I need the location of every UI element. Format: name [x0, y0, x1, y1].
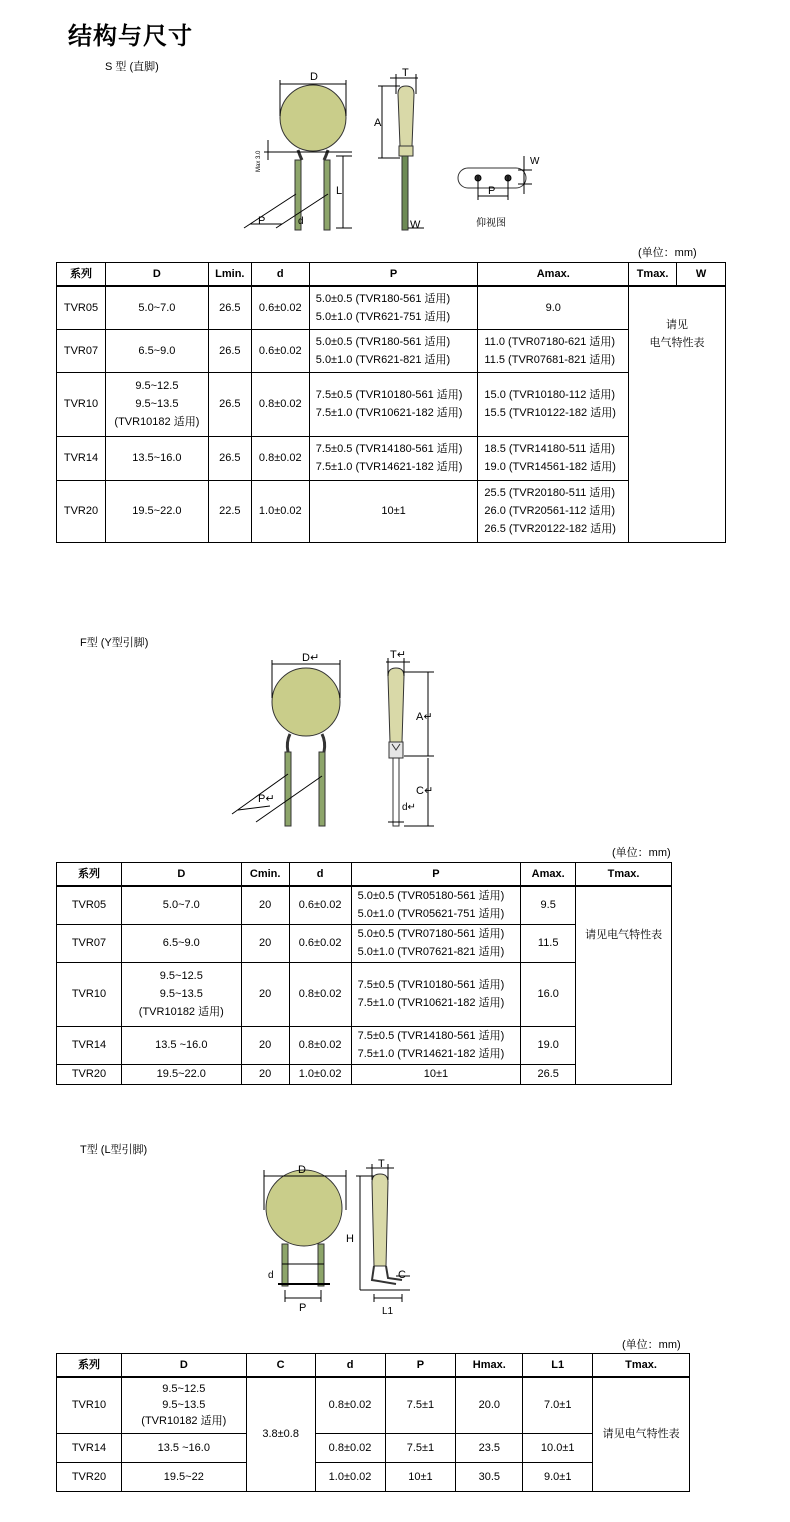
s-bottom-caption: 仰视图: [476, 218, 506, 229]
t-col-D: D: [121, 1354, 246, 1378]
amax-cell: 16.0: [521, 962, 576, 1026]
t-header-row: [57, 1354, 690, 1378]
f-col-P: P: [351, 863, 521, 887]
cmin-cell: 20: [241, 1064, 289, 1084]
f-dim-C: C↵: [416, 785, 434, 797]
t-type-table: [56, 1353, 690, 1492]
d-range-cell: 19.5~22.0: [105, 480, 208, 542]
tw-note-cell: 请见 电气特性表: [629, 286, 726, 542]
pitch-cell: 7.5±0.5 (TVR10180-561 适用) 7.5±1.0 (TVR10621-182 适用): [351, 962, 521, 1026]
table-row: [57, 436, 726, 480]
t-col-series: 系列: [57, 1354, 122, 1378]
l1-cell: 10.0±1: [523, 1433, 593, 1462]
d-range-cell: 9.5~12.5 9.5~13.5 (TVR10182 适用): [105, 372, 208, 436]
pitch-cell: 10±1: [351, 1064, 521, 1084]
pitch-cell: 5.0±0.5 (TVR05180-561 适用) 5.0±1.0 (TVR05621-751 适用): [351, 886, 521, 924]
pitch-cell: 10±1: [385, 1462, 456, 1491]
d-range-cell: 5.0~7.0: [121, 886, 241, 924]
lmin-cell: 26.5: [208, 329, 251, 372]
wire-d-cell: 0.6±0.02: [289, 924, 351, 962]
pitch-cell: 7.5±1: [385, 1433, 456, 1462]
d-range-cell: 9.5~12.5 9.5~13.5 (TVR10182 适用): [121, 1377, 246, 1433]
wire-d-cell: 1.0±0.02: [315, 1462, 385, 1491]
s-col-D: D: [105, 263, 208, 287]
s-bottom-W: W: [530, 156, 540, 167]
wire-d-cell: 0.8±0.02: [251, 372, 309, 436]
wire-d-cell: 0.8±0.02: [289, 1026, 351, 1064]
l1-cell: 9.0±1: [523, 1462, 593, 1491]
f-col-series: 系列: [57, 863, 122, 887]
pitch-cell: 5.0±0.5 (TVR07180-561 适用) 5.0±1.0 (TVR07621-821 适用): [351, 924, 521, 962]
table-row: [57, 1377, 690, 1433]
d-range-cell: 19.5~22: [121, 1462, 246, 1491]
wire-d-cell: 0.6±0.02: [251, 286, 309, 329]
s-col-d: d: [251, 263, 309, 287]
t-col-L1: L1: [523, 1354, 593, 1378]
f-col-D: D: [121, 863, 241, 887]
pitch-cell: 7.5±1: [385, 1377, 456, 1433]
f-dim-A: A↵: [416, 711, 433, 723]
d-range-cell: 6.5~9.0: [105, 329, 208, 372]
table-row: [57, 329, 726, 372]
wire-d-cell: 0.6±0.02: [251, 329, 309, 372]
amax-cell: 26.5: [521, 1064, 576, 1084]
amax-cell: 9.0: [478, 286, 629, 329]
s-col-Lmin: Lmin.: [208, 263, 251, 287]
t-dim-C: C: [398, 1269, 406, 1281]
pitch-cell: 5.0±0.5 (TVR180-561 适用) 5.0±1.0 (TVR621-821 适用): [309, 329, 478, 372]
f-col-Amax: Amax.: [521, 863, 576, 887]
s-dim-T: T: [402, 67, 409, 79]
s-col-Tmax: Tmax.: [629, 263, 677, 287]
wire-d-cell: 0.8±0.02: [315, 1433, 385, 1462]
wire-d-cell: 0.6±0.02: [289, 886, 351, 924]
f-dim-T: T↵: [390, 649, 406, 661]
amax-cell: 11.0 (TVR07180-621 适用) 11.5 (TVR07681-821 适用): [478, 329, 629, 372]
amax-cell: 11.5: [521, 924, 576, 962]
lmin-cell: 26.5: [208, 372, 251, 436]
s-dim-A: A: [374, 117, 382, 129]
t-col-C: C: [246, 1354, 315, 1378]
s-type-drawing: [240, 68, 550, 238]
d-range-cell: 13.5~16.0: [105, 436, 208, 480]
pitch-cell: 5.0±0.5 (TVR180-561 适用) 5.0±1.0 (TVR621-751 适用): [309, 286, 478, 329]
t-col-d: d: [315, 1354, 385, 1378]
cmin-cell: 20: [241, 962, 289, 1026]
t-dim-D: D: [298, 1164, 306, 1176]
s-bottom-P: P: [488, 185, 496, 197]
wire-d-cell: 1.0±0.02: [251, 480, 309, 542]
table-row: [57, 886, 672, 924]
lmin-cell: 26.5: [208, 286, 251, 329]
pitch-cell: 7.5±0.5 (TVR14180-561 适用) 7.5±1.0 (TVR14621-182 适用): [351, 1026, 521, 1064]
s-col-W: W: [677, 263, 726, 287]
t-dim-T: T: [378, 1158, 385, 1170]
lmin-cell: 22.5: [208, 480, 251, 542]
page-title: 结构与尺寸: [68, 23, 193, 50]
s-type-label: S 型 (直脚): [105, 61, 159, 73]
s-col-P: P: [309, 263, 478, 287]
f-header-row: [57, 863, 672, 887]
d-range-cell: 6.5~9.0: [121, 924, 241, 962]
t-note-cell: 请见电气特性表: [576, 886, 672, 1084]
s-dim-W: W: [410, 219, 421, 231]
d-range-cell: 19.5~22.0: [121, 1064, 241, 1084]
series-cell: TVR10: [57, 1377, 122, 1433]
s-dim-D: D: [310, 71, 318, 83]
s-header-row: [57, 263, 726, 287]
s-col-Amax: Amax.: [478, 263, 629, 287]
series-cell: TVR20: [57, 480, 106, 542]
series-cell: TVR14: [57, 436, 106, 480]
wire-d-cell: 0.8±0.02: [289, 962, 351, 1026]
pitch-cell: 7.5±0.5 (TVR14180-561 适用) 7.5±1.0 (TVR14621-182 适用): [309, 436, 478, 480]
t-type-drawing: [256, 1158, 436, 1320]
s-dim-P: P: [258, 215, 266, 227]
f-col-d: d: [289, 863, 351, 887]
s-dim-d: d: [298, 216, 304, 227]
c-value-cell: 3.8±0.8: [246, 1377, 315, 1491]
series-cell: TVR07: [57, 329, 106, 372]
t-unit-note: (单位：mm): [622, 1339, 681, 1351]
s-col-series: 系列: [57, 263, 106, 287]
s-unit-note: (单位：mm): [638, 247, 697, 259]
hmax-cell: 30.5: [456, 1462, 523, 1491]
cmin-cell: 20: [241, 1026, 289, 1064]
f-unit-note: (单位：mm): [612, 847, 671, 859]
amax-cell: 9.5: [521, 886, 576, 924]
amax-cell: 25.5 (TVR20180-511 适用) 26.0 (TVR20561-112 适用) 26.5 (TVR20122-182 适用): [478, 480, 629, 542]
table-row: [57, 286, 726, 329]
table-row: [57, 480, 726, 542]
cmin-cell: 20: [241, 924, 289, 962]
pitch-cell: 7.5±0.5 (TVR10180-561 适用) 7.5±1.0 (TVR10621-182 适用): [309, 372, 478, 436]
series-cell: TVR14: [57, 1433, 122, 1462]
series-cell: TVR10: [57, 962, 122, 1026]
wire-d-cell: 0.8±0.02: [251, 436, 309, 480]
f-type-table: [56, 862, 672, 1085]
t-type-label: T型 (L型引脚): [80, 1144, 148, 1156]
cmin-cell: 20: [241, 886, 289, 924]
wire-d-cell: 1.0±0.02: [289, 1064, 351, 1084]
pitch-cell: 10±1: [309, 480, 478, 542]
f-dim-P: P↵: [258, 793, 275, 805]
t-col-Tmax: Tmax.: [593, 1354, 690, 1378]
f-dim-d: d↵: [402, 802, 416, 813]
wire-d-cell: 0.8±0.02: [315, 1377, 385, 1433]
f-col-Cmin: Cmin.: [241, 863, 289, 887]
l1-cell: 7.0±1: [523, 1377, 593, 1433]
hmax-cell: 20.0: [456, 1377, 523, 1433]
table-row: [57, 372, 726, 436]
d-range-cell: 5.0~7.0: [105, 286, 208, 329]
series-cell: TVR20: [57, 1064, 122, 1084]
series-cell: TVR20: [57, 1462, 122, 1491]
hmax-cell: 23.5: [456, 1433, 523, 1462]
t-dim-d: d: [268, 1270, 274, 1281]
s-type-table: [56, 262, 726, 543]
t-col-Hmax: Hmax.: [456, 1354, 523, 1378]
f-dim-D: D↵: [302, 652, 320, 664]
amax-cell: 15.0 (TVR10180-112 适用) 15.5 (TVR10122-182 适用): [478, 372, 629, 436]
d-range-cell: 9.5~12.5 9.5~13.5 (TVR10182 适用): [121, 962, 241, 1026]
series-cell: TVR07: [57, 924, 122, 962]
series-cell: TVR05: [57, 886, 122, 924]
f-col-Tmax: Tmax.: [576, 863, 672, 887]
lmin-cell: 26.5: [208, 436, 251, 480]
t-note-cell: 请见电气特性表: [593, 1377, 690, 1491]
series-cell: TVR10: [57, 372, 106, 436]
t-col-P: P: [385, 1354, 456, 1378]
t-dim-L1: L1: [382, 1306, 394, 1317]
f-type-drawing: [228, 646, 440, 828]
amax-cell: 18.5 (TVR14180-511 适用) 19.0 (TVR14561-182 适用): [478, 436, 629, 480]
f-type-label: F型 (Y型引脚): [80, 637, 149, 649]
series-cell: TVR05: [57, 286, 106, 329]
d-range-cell: 13.5 ~16.0: [121, 1433, 246, 1462]
t-dim-P: P: [299, 1302, 307, 1314]
s-dim-max: Max 3.0: [256, 150, 262, 172]
t-dim-H: H: [346, 1233, 354, 1245]
series-cell: TVR14: [57, 1026, 122, 1064]
amax-cell: 19.0: [521, 1026, 576, 1064]
s-dim-L: L: [336, 185, 343, 197]
d-range-cell: 13.5 ~16.0: [121, 1026, 241, 1064]
